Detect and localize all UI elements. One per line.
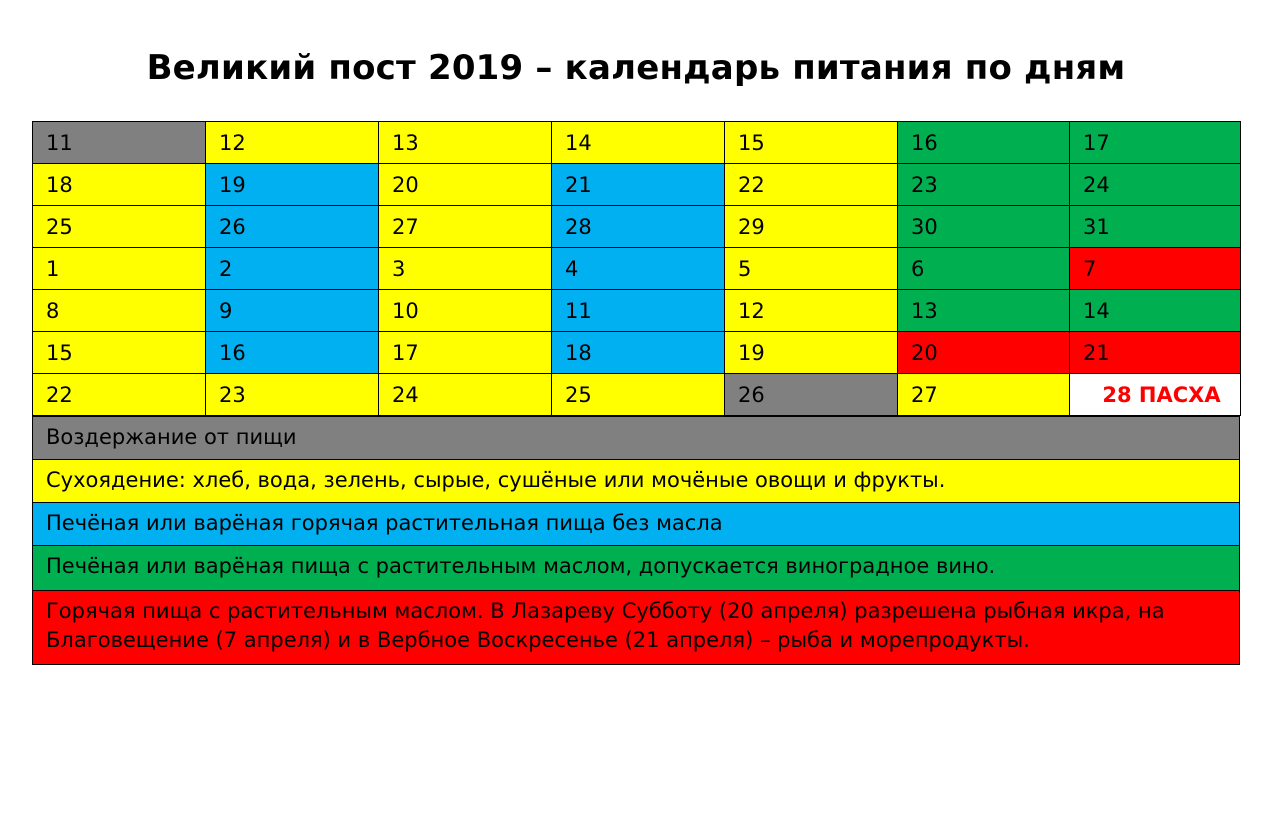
calendar-day-cell[interactable]: 24 — [1070, 164, 1241, 206]
calendar-day-cell[interactable]: 13 — [898, 290, 1070, 332]
calendar-day-cell[interactable]: 28 ПАСХА — [1070, 374, 1241, 416]
calendar-day-cell[interactable]: 23 — [206, 374, 379, 416]
calendar-day-cell[interactable]: 19 — [725, 332, 898, 374]
calendar-week-row — [33, 164, 1241, 206]
calendar-day-cell[interactable]: 20 — [898, 332, 1070, 374]
calendar-day-cell[interactable]: 14 — [552, 122, 725, 164]
calendar-day-cell[interactable]: 18 — [552, 332, 725, 374]
legend-row: Воздержание от пищи — [32, 416, 1240, 460]
calendar-day-cell[interactable]: 28 — [552, 206, 725, 248]
calendar-day-cell[interactable]: 10 — [379, 290, 552, 332]
calendar-day-cell[interactable]: 3 — [379, 248, 552, 290]
legend-container — [32, 416, 1240, 665]
calendar-day-cell[interactable]: 11 — [552, 290, 725, 332]
calendar-day-cell[interactable]: 13 — [379, 122, 552, 164]
calendar-day-cell[interactable]: 16 — [206, 332, 379, 374]
calendar-week-row — [33, 206, 1241, 248]
legend-row: Печёная или варёная горячая растительная пища без масла — [32, 503, 1240, 546]
calendar-day-cell[interactable]: 11 — [33, 122, 206, 164]
calendar-body — [33, 122, 1241, 416]
calendar-day-cell[interactable]: 18 — [33, 164, 206, 206]
calendar-day-cell[interactable]: 31 — [1070, 206, 1241, 248]
calendar-day-cell[interactable]: 27 — [898, 374, 1070, 416]
calendar-container — [32, 121, 1240, 416]
calendar-day-cell[interactable]: 12 — [725, 290, 898, 332]
calendar-day-cell[interactable]: 17 — [379, 332, 552, 374]
calendar-day-cell[interactable]: 19 — [206, 164, 379, 206]
calendar-day-cell[interactable]: 6 — [898, 248, 1070, 290]
legend-row: Горячая пища с растительным маслом. В Лазареву Субботу (20 апреля) разрешена рыбная икра, на Благовещение (7 апреля) и в Вербное Воскресенье (21 апреля) – рыба и морепродукты. — [32, 591, 1240, 665]
calendar-day-cell[interactable]: 21 — [1070, 332, 1241, 374]
calendar-day-cell[interactable]: 12 — [206, 122, 379, 164]
calendar-day-cell[interactable]: 16 — [898, 122, 1070, 164]
calendar-day-cell[interactable]: 17 — [1070, 122, 1241, 164]
calendar-week-row — [33, 122, 1241, 164]
page-title: Великий пост 2019 – календарь питания по дням — [146, 48, 1126, 88]
calendar-day-cell[interactable]: 2 — [206, 248, 379, 290]
calendar-day-cell[interactable]: 5 — [725, 248, 898, 290]
calendar-day-cell[interactable]: 14 — [1070, 290, 1241, 332]
calendar-day-cell[interactable]: 20 — [379, 164, 552, 206]
calendar-day-cell[interactable]: 24 — [379, 374, 552, 416]
legend-row: Сухоядение: хлеб, вода, зелень, сырые, сушёные или мочёные овощи и фрукты. — [32, 460, 1240, 503]
calendar-day-cell[interactable]: 15 — [33, 332, 206, 374]
calendar-day-cell[interactable]: 22 — [725, 164, 898, 206]
calendar-day-cell[interactable]: 26 — [725, 374, 898, 416]
calendar-week-row — [33, 374, 1241, 416]
calendar-day-cell[interactable]: 30 — [898, 206, 1070, 248]
calendar-day-cell[interactable]: 26 — [206, 206, 379, 248]
calendar-day-cell[interactable]: 27 — [379, 206, 552, 248]
calendar-week-row — [33, 332, 1241, 374]
calendar-day-cell[interactable]: 23 — [898, 164, 1070, 206]
calendar-week-row — [33, 248, 1241, 290]
calendar-day-cell[interactable]: 9 — [206, 290, 379, 332]
calendar-day-cell[interactable]: 1 — [33, 248, 206, 290]
calendar-day-cell[interactable]: 7 — [1070, 248, 1241, 290]
calendar-day-cell[interactable]: 22 — [33, 374, 206, 416]
calendar-day-cell[interactable]: 25 — [552, 374, 725, 416]
fasting-calendar-table — [32, 121, 1241, 416]
legend-row: Печёная или варёная пища с растительным маслом, допускается виноградное вино. — [32, 546, 1240, 591]
calendar-day-cell[interactable]: 8 — [33, 290, 206, 332]
calendar-day-cell[interactable]: 29 — [725, 206, 898, 248]
calendar-week-row — [33, 290, 1241, 332]
calendar-day-cell[interactable]: 21 — [552, 164, 725, 206]
calendar-day-cell[interactable]: 4 — [552, 248, 725, 290]
calendar-day-cell[interactable]: 25 — [33, 206, 206, 248]
calendar-day-cell[interactable]: 15 — [725, 122, 898, 164]
